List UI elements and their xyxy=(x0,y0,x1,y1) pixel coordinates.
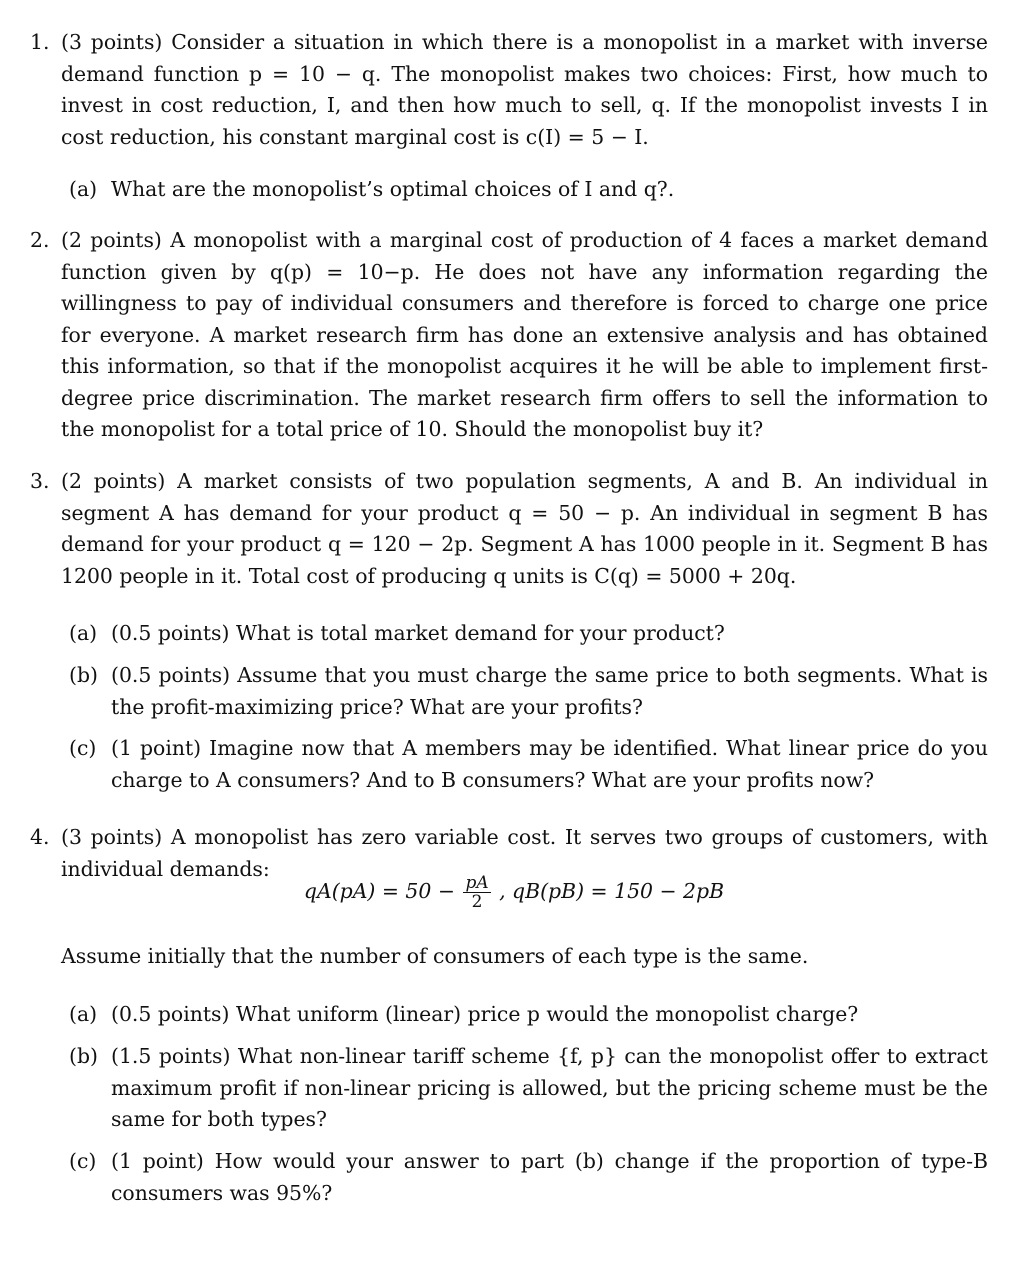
equation-right: , qB(pB) = 150 − 2pB xyxy=(499,879,725,903)
part-label: (c) xyxy=(69,736,97,760)
part-text: (1 point) How would your answer to part (b) change if the proportion of type-B consumers was 95%? xyxy=(111,1149,988,1205)
equation-left: qA(pA) = 50 − xyxy=(303,879,455,903)
question-text: (2 points) A market consists of two population segments, A and B. An individual in segment A has demand for your product q = 50 − p. An individual in segment B has demand for your product q = 120 − 2p. Segment A has 1000 people in it. Segment B has 1200 people in it. Total cost of producing q units is C(q) = 5000 + 20q. xyxy=(61,469,988,588)
part-text: (0.5 points) What uniform (linear) price p would the monopolist charge? xyxy=(111,1002,859,1026)
part-label: (a) xyxy=(69,1002,98,1026)
assumption-text: Assume initially that the number of consumers of each type is the same. xyxy=(61,944,809,968)
part-label: (b) xyxy=(69,1044,98,1068)
part-label: (a) xyxy=(69,621,98,645)
question-number: 4. xyxy=(30,825,50,849)
question-number: 2. xyxy=(30,228,50,252)
fraction-denominator: 2 xyxy=(471,892,483,912)
question-text: (3 points) Consider a situation in which there is a monopolist in a market with inverse demand function p = 10 − q. The monopolist makes two choices: First, how much to invest in cost reduction, I, and then how much to sell, q. If the monopolist invests I in cost reduction, his constant marginal cost is c(I) = 5 − I. xyxy=(61,30,988,149)
fraction-numerator: pA xyxy=(465,873,489,893)
demand-equation xyxy=(0,874,1028,911)
part-text: (0.5 points) What is total market demand for your product? xyxy=(111,621,725,645)
question-text: (3 points) A monopolist has zero variable cost. It serves two groups of customers, with individual demands: xyxy=(61,825,988,881)
part-text: (0.5 points) Assume that you must charge the same price to both segments. What is the profit-maximizing price? What are your profits? xyxy=(111,663,988,719)
part-text: (1 point) Imagine now that A members may be identified. What linear price do you charge to A consumers? And to B consumers? What are your profits now? xyxy=(111,736,988,792)
part-label: (b) xyxy=(69,663,98,687)
question-number: 3. xyxy=(30,469,50,493)
part-text: What are the monopolist’s optimal choices of I and q?. xyxy=(111,177,675,201)
part-text: (1.5 points) What non-linear tariff scheme {f, p} can the monopolist offer to extract maximum profit if non-linear pricing is allowed, but the pricing scheme must be the same for both types? xyxy=(111,1044,988,1131)
part-label: (c) xyxy=(69,1149,97,1173)
part-label: (a) xyxy=(69,177,98,201)
question-text: (2 points) A monopolist with a marginal cost of production of 4 faces a market demand function given by q(p) = 10−p. He does not have any information regarding the willingness to pay of individual consumers and therefore is forced to charge one price for everyone. A market research firm has done an extensive analysis and has obtained this information, so that if the monopolist acquires it he will be able to implement first-degree price discrimination. The market research firm offers to sell the information to the monopolist for a total price of 10. Should the monopolist buy it? xyxy=(61,228,988,441)
fraction xyxy=(463,874,490,911)
question-number: 1. xyxy=(30,30,50,54)
